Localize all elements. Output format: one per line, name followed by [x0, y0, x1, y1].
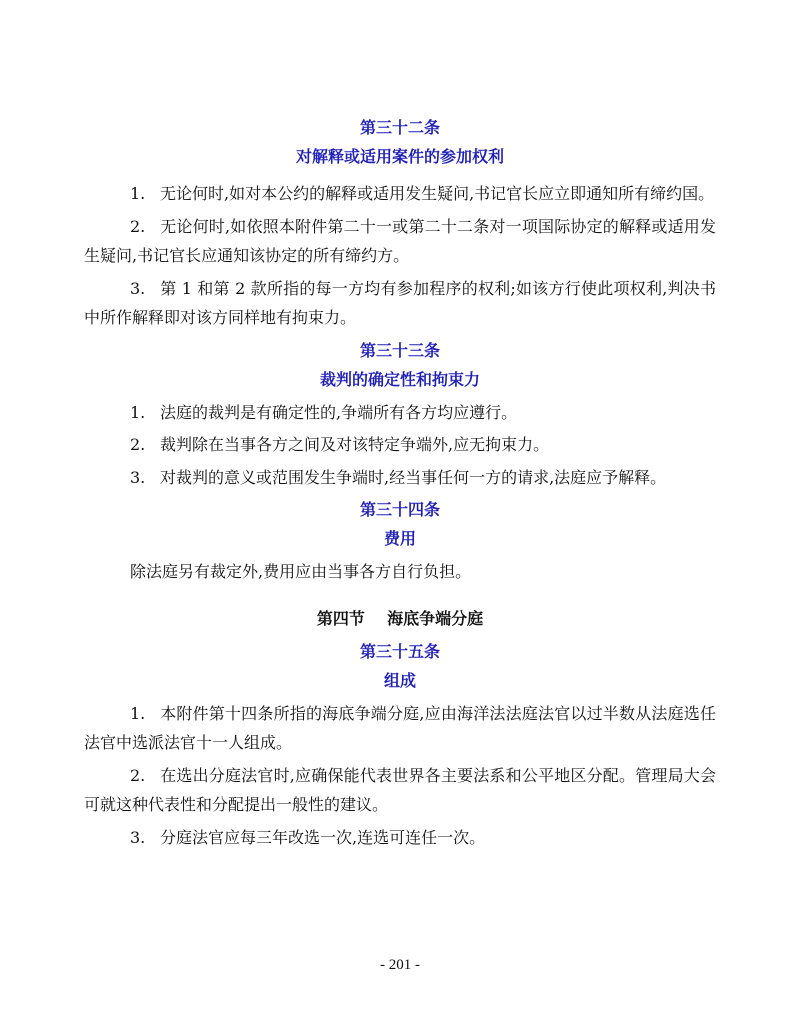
para-number: 3.: [130, 467, 146, 487]
article-32-title: 第三十二条: [359, 118, 440, 137]
article-33-para-3: [84, 463, 716, 493]
para-text: 在选出分庭法官时,应确保能代表世界各主要法系和公平地区分配。管理局大会可就这种代表性和分配提出一般性的建议。: [84, 765, 716, 814]
article-33-para-2: [84, 430, 716, 460]
article-32-subtitle: 对解释或适用案件的参加权利: [295, 147, 504, 166]
para-number: 1.: [130, 402, 146, 422]
para-number: 1.: [130, 703, 146, 723]
article-33-para-1: [84, 398, 716, 428]
article-34-title: 第三十四条: [359, 500, 440, 519]
article-35-para-2: [84, 761, 716, 820]
para-number: 2.: [130, 765, 146, 785]
para-text: 第 1 和第 2 款所指的每一方均有参加程序的权利;如该方行使此项权利,判决书中所作解释即对该方同样地有拘束力。: [84, 278, 716, 327]
article-32-para-1: [84, 179, 716, 209]
para-text: 裁判除在当事各方之间及对该特定争端外,应无拘束力。: [160, 435, 550, 454]
page-number: - 201 -: [380, 957, 420, 973]
article-35-para-3: [84, 823, 716, 853]
article-35-title: 第三十五条: [359, 641, 440, 661]
article-34-text: 除法庭另有裁定外,费用应由当事各方自行负担。: [130, 562, 472, 581]
para-text: 无论何时,如依照本附件第二十一或第二十二条对一项国际协定的解释或适用发生疑问,书记官长应通知该协定的所有缔约方。: [84, 216, 716, 265]
para-text: 对裁判的意义或范围发生争端时,经当事任何一方的请求,法庭应予解释。: [160, 467, 667, 487]
article-35-subtitle: 组成: [383, 670, 416, 690]
article-33-title: 第三十三条: [359, 340, 440, 360]
article-33-subtitle: 裁判的确定性和拘束力: [319, 369, 480, 389]
para-text: 本附件第十四条所指的海底争端分庭,应由海洋法法庭法官以过半数从法庭选任法官中选派法官十一人组成。: [84, 703, 716, 752]
article-34-subtitle: 费用: [383, 529, 416, 548]
article-35-para-1: [84, 699, 716, 758]
para-number: 3.: [130, 827, 146, 847]
para-number: 2.: [130, 216, 146, 236]
document-page: [84, 113, 716, 855]
section-4-title: 第四节 海底争端分庭: [316, 608, 484, 628]
para-number: 2.: [130, 435, 146, 454]
para-text: 无论何时,如对本公约的解释或适用发生疑问,书记官长应立即通知所有缔约国。: [160, 184, 715, 203]
article-32-para-2: [84, 212, 716, 271]
article-32-para-3: [84, 274, 716, 333]
para-number: 3.: [130, 278, 146, 298]
para-text: 分庭法官应每三年改选一次,连选可连任一次。: [160, 827, 486, 847]
para-number: 1.: [130, 184, 146, 203]
para-text: 法庭的裁判是有确定性的,争端所有各方均应遵行。: [160, 402, 518, 422]
